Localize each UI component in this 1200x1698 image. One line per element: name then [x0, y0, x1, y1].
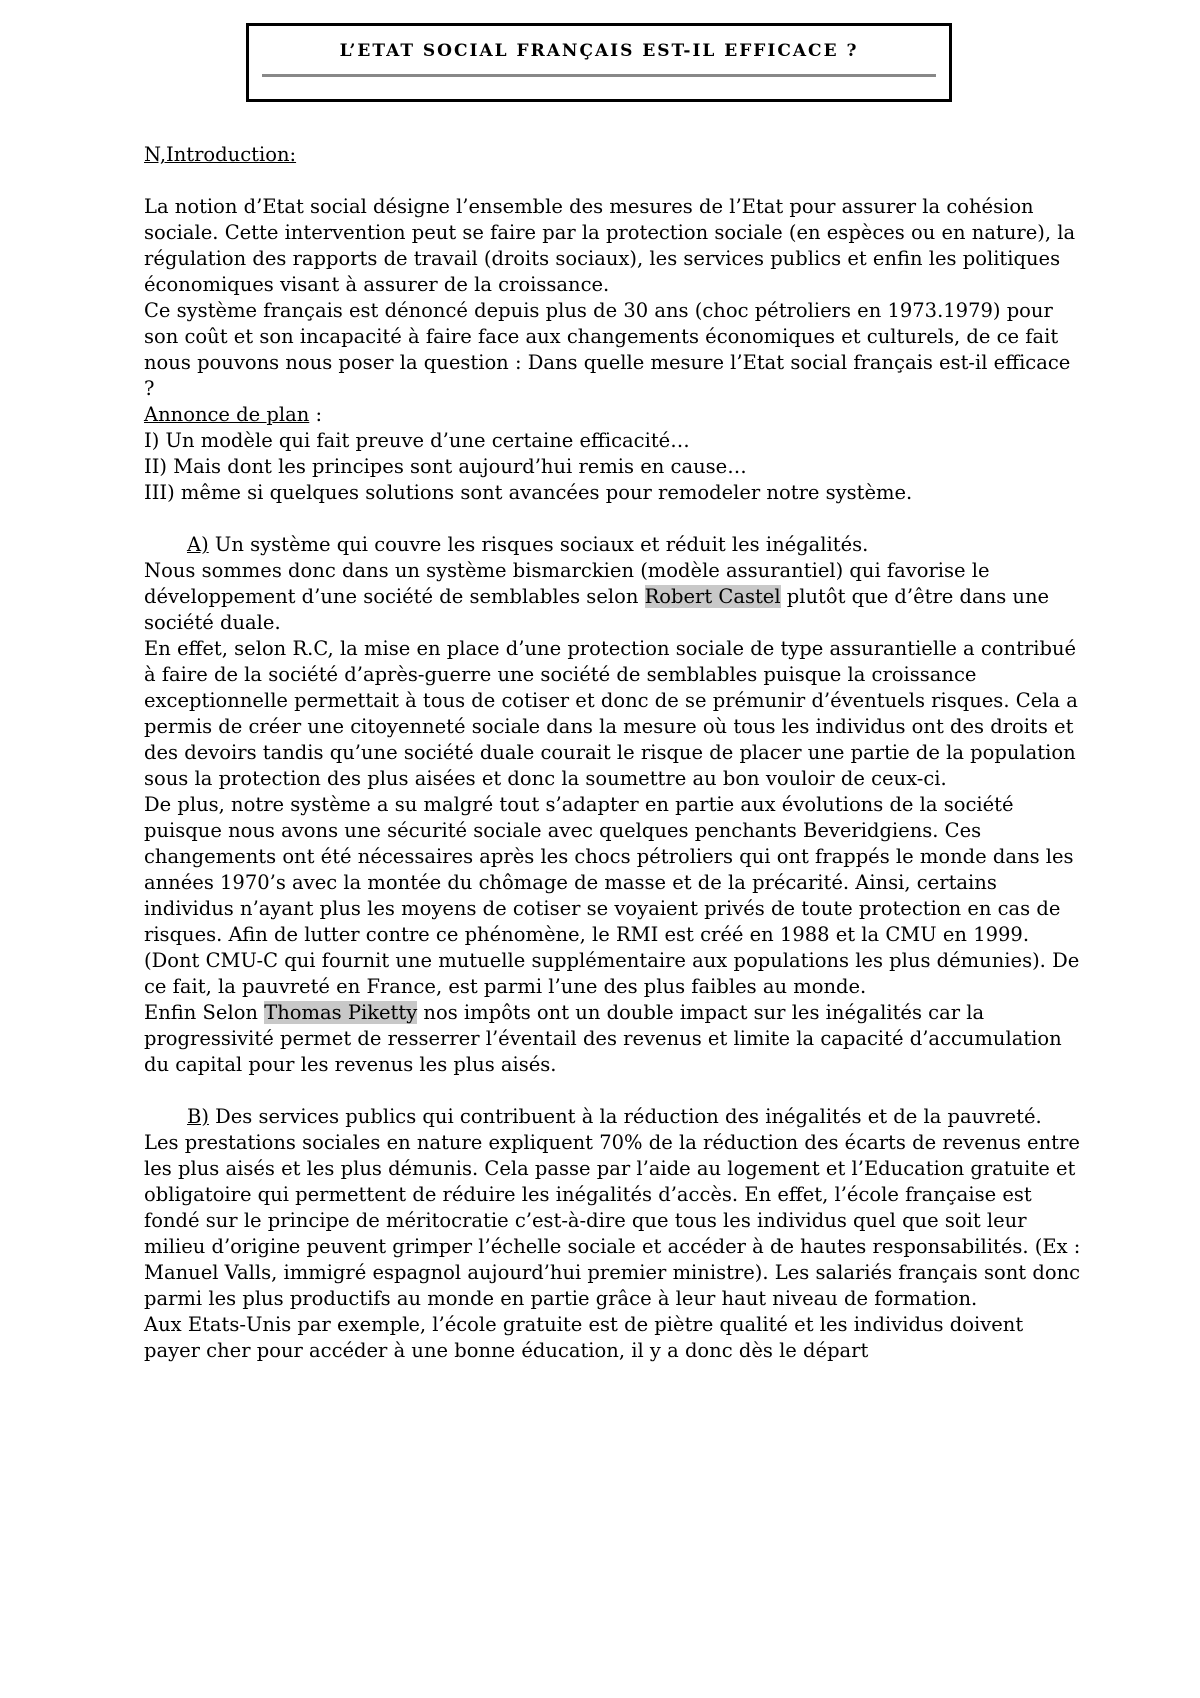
plan-item-3: III) même si quelques solutions sont avancées pour remodeler notre système. [144, 481, 913, 504]
section-a-paragraph-1 [144, 558, 1084, 636]
highlight-thomas-piketty: Thomas Piketty [264, 1001, 418, 1024]
intro-paragraph-2: Ce système français est dénoncé depuis plus de 30 ans (choc pétroliers en 1973.1979) pour son coût et son incapacité à faire face aux changements économiques et culturels, de ce fait nous pouvons nous poser la question : Dans quelle mesure l’Etat social français est-il efficace ? [144, 299, 1071, 400]
document-title: L’ETAT SOCIAL FRANÇAIS EST-IL EFFICACE ? [339, 41, 859, 61]
plan-item-1: I) Un modèle qui fait preuve d’une certaine efficacité… [144, 429, 690, 452]
spacer [144, 1078, 1084, 1104]
plan-label: Annonce de plan [144, 403, 310, 426]
text-run: Enfin Selon [144, 1001, 265, 1024]
section-a-label: A) [187, 533, 209, 556]
plan-item-2: II) Mais dont les principes sont aujourd’hui remis en cause… [144, 455, 747, 478]
plan-colon: : [309, 403, 323, 426]
plan-announcement [144, 402, 1084, 428]
spacer [144, 168, 1084, 194]
text-run: plutôt que d’être dans une société duale. [144, 585, 1050, 634]
section-a-paragraph-2: En effet, selon R.C, la mise en place d’une protection sociale de type assurantielle a contribué à faire de la société d’après-guerre une société de semblables puisque la croissance exceptionnelle permettait à tous de cotiser et donc de se prémunir d’éventuels risques. Cela a permis de créer une citoyenneté sociale dans la mesure où tous les individus ont des droits et des devoirs tandis qu’une société duale courait le risque de placer une partie de la population sous la protection des plus aisées et donc la soumettre au bon vouloir de ceux-ci. [144, 637, 1078, 790]
section-a-paragraph-3: De plus, notre système a su malgré tout s’adapter en partie aux évolutions de la société puisque nous avons une sécurité sociale avec quelques penchants Beveridgiens. Ces changements ont été nécessaires après les chocs pétroliers qui ont frappés le monde dans les années 1970’s avec la montée du chômage de masse et de la précarité. Ainsi, certains individus n’ayant plus les moyens de cotiser se voyaient privés de toute protection en cas de risques. Afin de lutter contre ce phénomène, le RMI est créé en 1988 et la CMU en 1999. (Dont CMU-C qui fournit une mutuelle supplémentaire aux populations les plus démunies). De ce fait, la pauvreté en France, est parmi l’une des plus faibles au monde. [144, 793, 1080, 998]
text-run: nos impôts ont un double impact sur les inégalités car la progressivité permet de resserrer l’éventail des revenus et limite la capacité d’accumulation du capital pour les revenus les plus aisés. [144, 1001, 1062, 1076]
section-b-paragraph-2: Aux Etats-Unis par exemple, l’école gratuite est de piètre qualité et les individus doivent payer cher pour accéder à une bonne éducation, il y a donc dès le départ [144, 1313, 1024, 1362]
title-box [246, 23, 952, 102]
title-underline [262, 74, 936, 77]
section-b-label: B) [187, 1105, 209, 1128]
section-a-paragraph-4 [144, 1000, 1084, 1078]
spacer [144, 506, 1084, 532]
section-a-heading [144, 532, 1084, 558]
document-body [144, 142, 1084, 1364]
intro-heading: N,Introduction: [144, 143, 297, 166]
highlight-robert-castel: Robert Castel [644, 585, 781, 608]
section-b-heading [144, 1104, 1084, 1130]
section-b-title: Des services publics qui contribuent à la réduction des inégalités et de la pauvreté. [208, 1105, 1042, 1128]
section-b-paragraph-1: Les prestations sociales en nature expliquent 70% de la réduction des écarts de revenus entre les plus aisés et les plus démunis. Cela passe par l’aide au logement et l’Education gratuite et obligatoire qui permettent de réduire les inégalités d’accès. En effet, l’école française est fondé sur le principe de méritocratie c’est-à-dire que tous les individus quel que soit leur milieu d’origine peuvent grimper l’échelle sociale et accéder à de hautes responsabilités. (Ex : Manuel Valls, immigré espagnol aujourd’hui premier ministre). Les salariés français sont donc parmi les plus productifs au monde en partie grâce à leur haut niveau de formation. [144, 1131, 1081, 1310]
intro-paragraph-1: La notion d’Etat social désigne l’ensemble des mesures de l’Etat pour assurer la cohésion sociale. Cette intervention peut se faire par la protection sociale (en espèces ou en nature), la régulation des rapports de travail (droits sociaux), les services publics et enfin les politiques économiques visant à assurer de la croissance. [144, 195, 1076, 296]
text-run: Nous sommes donc dans un système bismarckien (modèle assurantiel) qui favorise le développement d’une société de semblables selon [144, 559, 990, 608]
section-a-title: Un système qui couvre les risques sociaux et réduit les inégalités. [208, 533, 869, 556]
